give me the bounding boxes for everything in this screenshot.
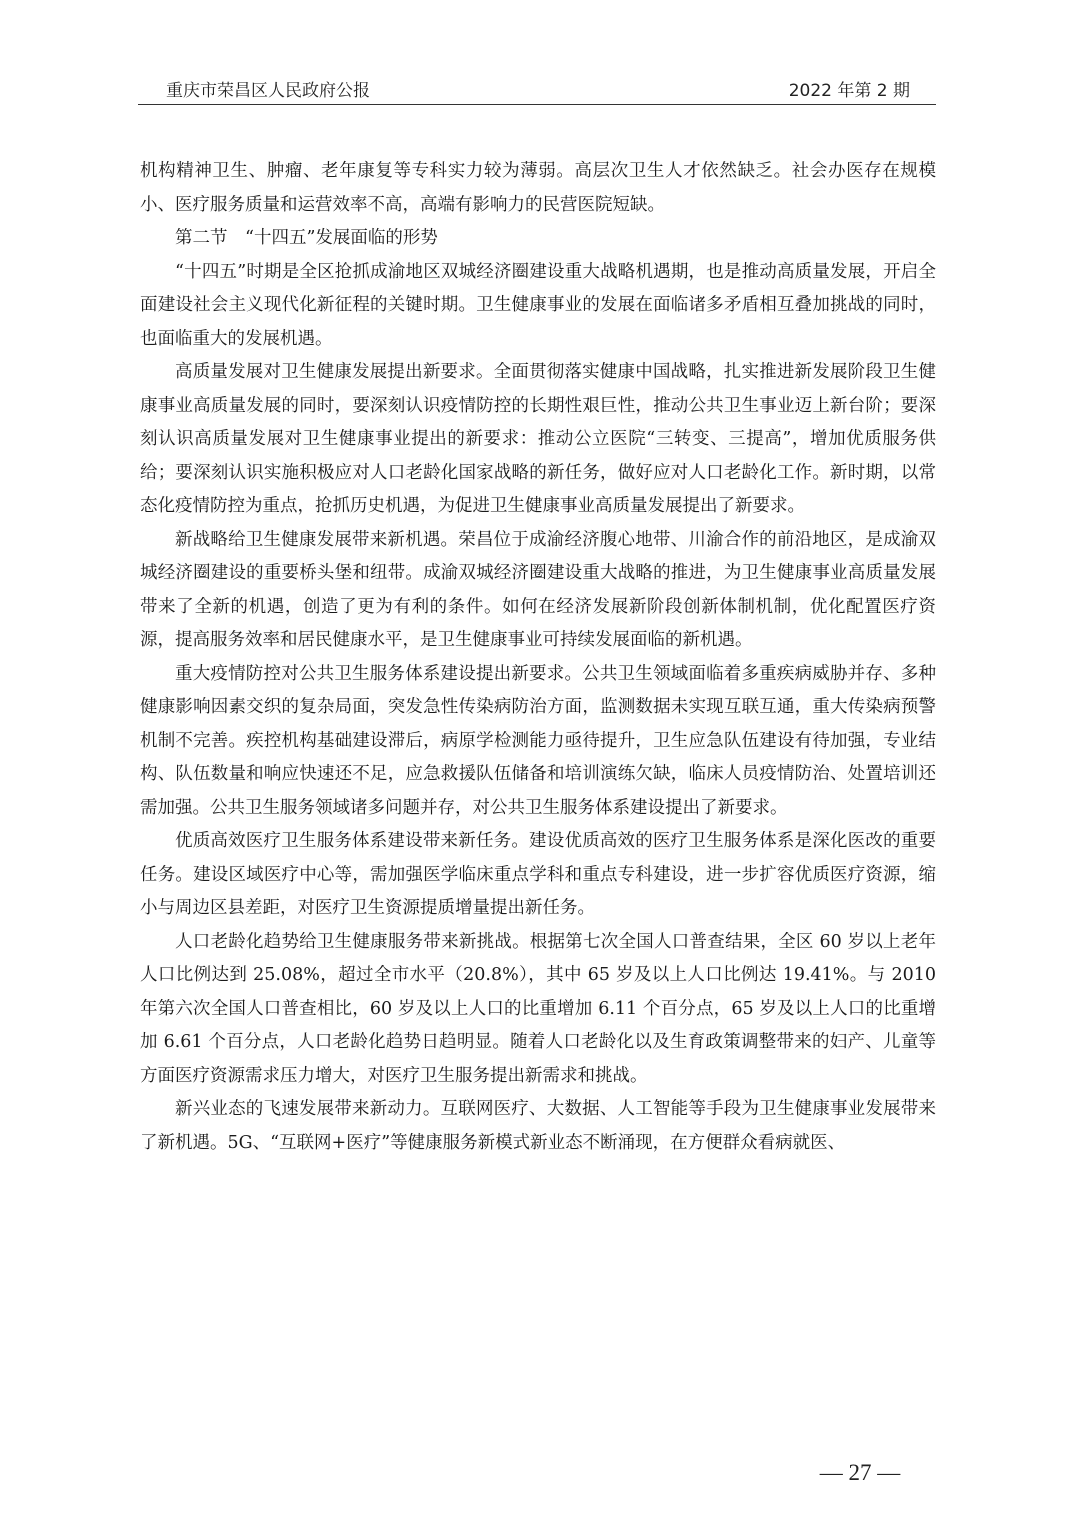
header-rule	[138, 104, 936, 105]
paragraph: 重大疫情防控对公共卫生服务体系建设提出新要求。公共卫生领域面临着多重疾病威胁并存、多种健康影响因素交织的复杂局面，突发急性传染病防治方面，监测数据未实现互联互通，重大传染病预警机制不完善。疾控机构基础建设滞后，病原学检测能力亟待提升，卫生应急队伍建设有待加强，专业结构、队伍数量和响应快速还不足，应急救援队伍储备和培训演练欠缺，临床人员疫情防治、处置培训还需加强。公共卫生服务领域诸多问题并存，对公共卫生服务体系建设提出了新要求。	[140, 663, 936, 818]
issue-number: 2022 年第 2 期	[788, 81, 910, 101]
section-heading: 第二节 “十四五”发展面临的形势	[175, 228, 438, 248]
paragraph: 新战略给卫生健康发展带来新机遇。荣昌位于成渝经济腹心地带、川渝合作的前沿地区，是成渝双城经济圈建设的重要桥头堡和纽带。成渝双城经济圈建设重大战略的推进，为卫生健康事业高质量发展带来了全新的机遇，创造了更为有利的条件。如何在经济发展新阶段创新体制机制，优化配置医疗资源，提高服务效率和居民健康水平，是卫生健康事业可持续发展面临的新机遇。	[140, 529, 936, 650]
paragraph: 人口老龄化趋势给卫生健康服务带来新挑战。根据第七次全国人口普查结果，全区 60 岁以上老年人口比例达到 25.08%，超过全市水平（20.8%），其中 65 岁及以上人口比例达 19.41%。与 2010 年第六次全国人口普查相比，60 岁及以上人口的比重增加 6.11 个百分点，65 岁及以上人口的比重增加 6.61 个百分点，人口老龄化趋势日趋明显。随着人口老龄化以及生育政策调整带来的妇产、儿童等方面医疗资源需求压力增大，对医疗卫生服务提出新需求和挑战。	[140, 931, 936, 1086]
paragraph: 高质量发展对卫生健康发展提出新要求。全面贯彻落实健康中国战略，扎实推进新发展阶段卫生健康事业高质量发展的同时，要深刻认识疫情防控的长期性艰巨性，推动公共卫生事业迈上新台阶；要深刻认识高质量发展对卫生健康事业提出的新要求：推动公立医院“三转变、三提高”，增加优质服务供给；要深刻认识实施积极应对人口老龄化国家战略的新任务，做好应对人口老龄化工作。新时期，以常态化疫情防控为重点，抢抓历史机遇，为促进卫生健康事业高质量发展提出了新要求。	[140, 362, 936, 516]
paragraph-continuation: 机构精神卫生、肿瘤、老年康复等专科实力较为薄弱。高层次卫生人才依然缺乏。社会办医存在规模小、医疗服务质量和运营效率不高，高端有影响力的民营医院短缺。	[140, 161, 936, 215]
page-header	[138, 76, 936, 104]
body-text	[140, 155, 936, 1160]
paragraph: 新兴业态的飞速发展带来新动力。互联网医疗、大数据、人工智能等手段为卫生健康事业发展带来了新机遇。5G、“互联网+医疗”等健康服务新模式新业态不断涌现，在方便群众看病就医、	[140, 1099, 936, 1153]
paragraph: “十四五”时期是全区抢抓成渝地区双城经济圈建设重大战略机遇期，也是推动高质量发展，开启全面建设社会主义现代化新征程的关键时期。卫生健康事业的发展在面临诸多矛盾相互叠加挑战的同时，也面临重大的发展机遇。	[140, 261, 936, 349]
publication-title: 重庆市荣昌区人民政府公报	[166, 81, 370, 101]
page-number: — 27 —	[819, 1460, 901, 1485]
paragraph: 优质高效医疗卫生服务体系建设带来新任务。建设优质高效的医疗卫生服务体系是深化医改的重要任务。建设区域医疗中心等，需加强医学临床重点学科和重点专科建设，进一步扩容优质医疗资源，缩小与周边区县差距，对医疗卫生资源提质增量提出新任务。	[140, 831, 936, 918]
